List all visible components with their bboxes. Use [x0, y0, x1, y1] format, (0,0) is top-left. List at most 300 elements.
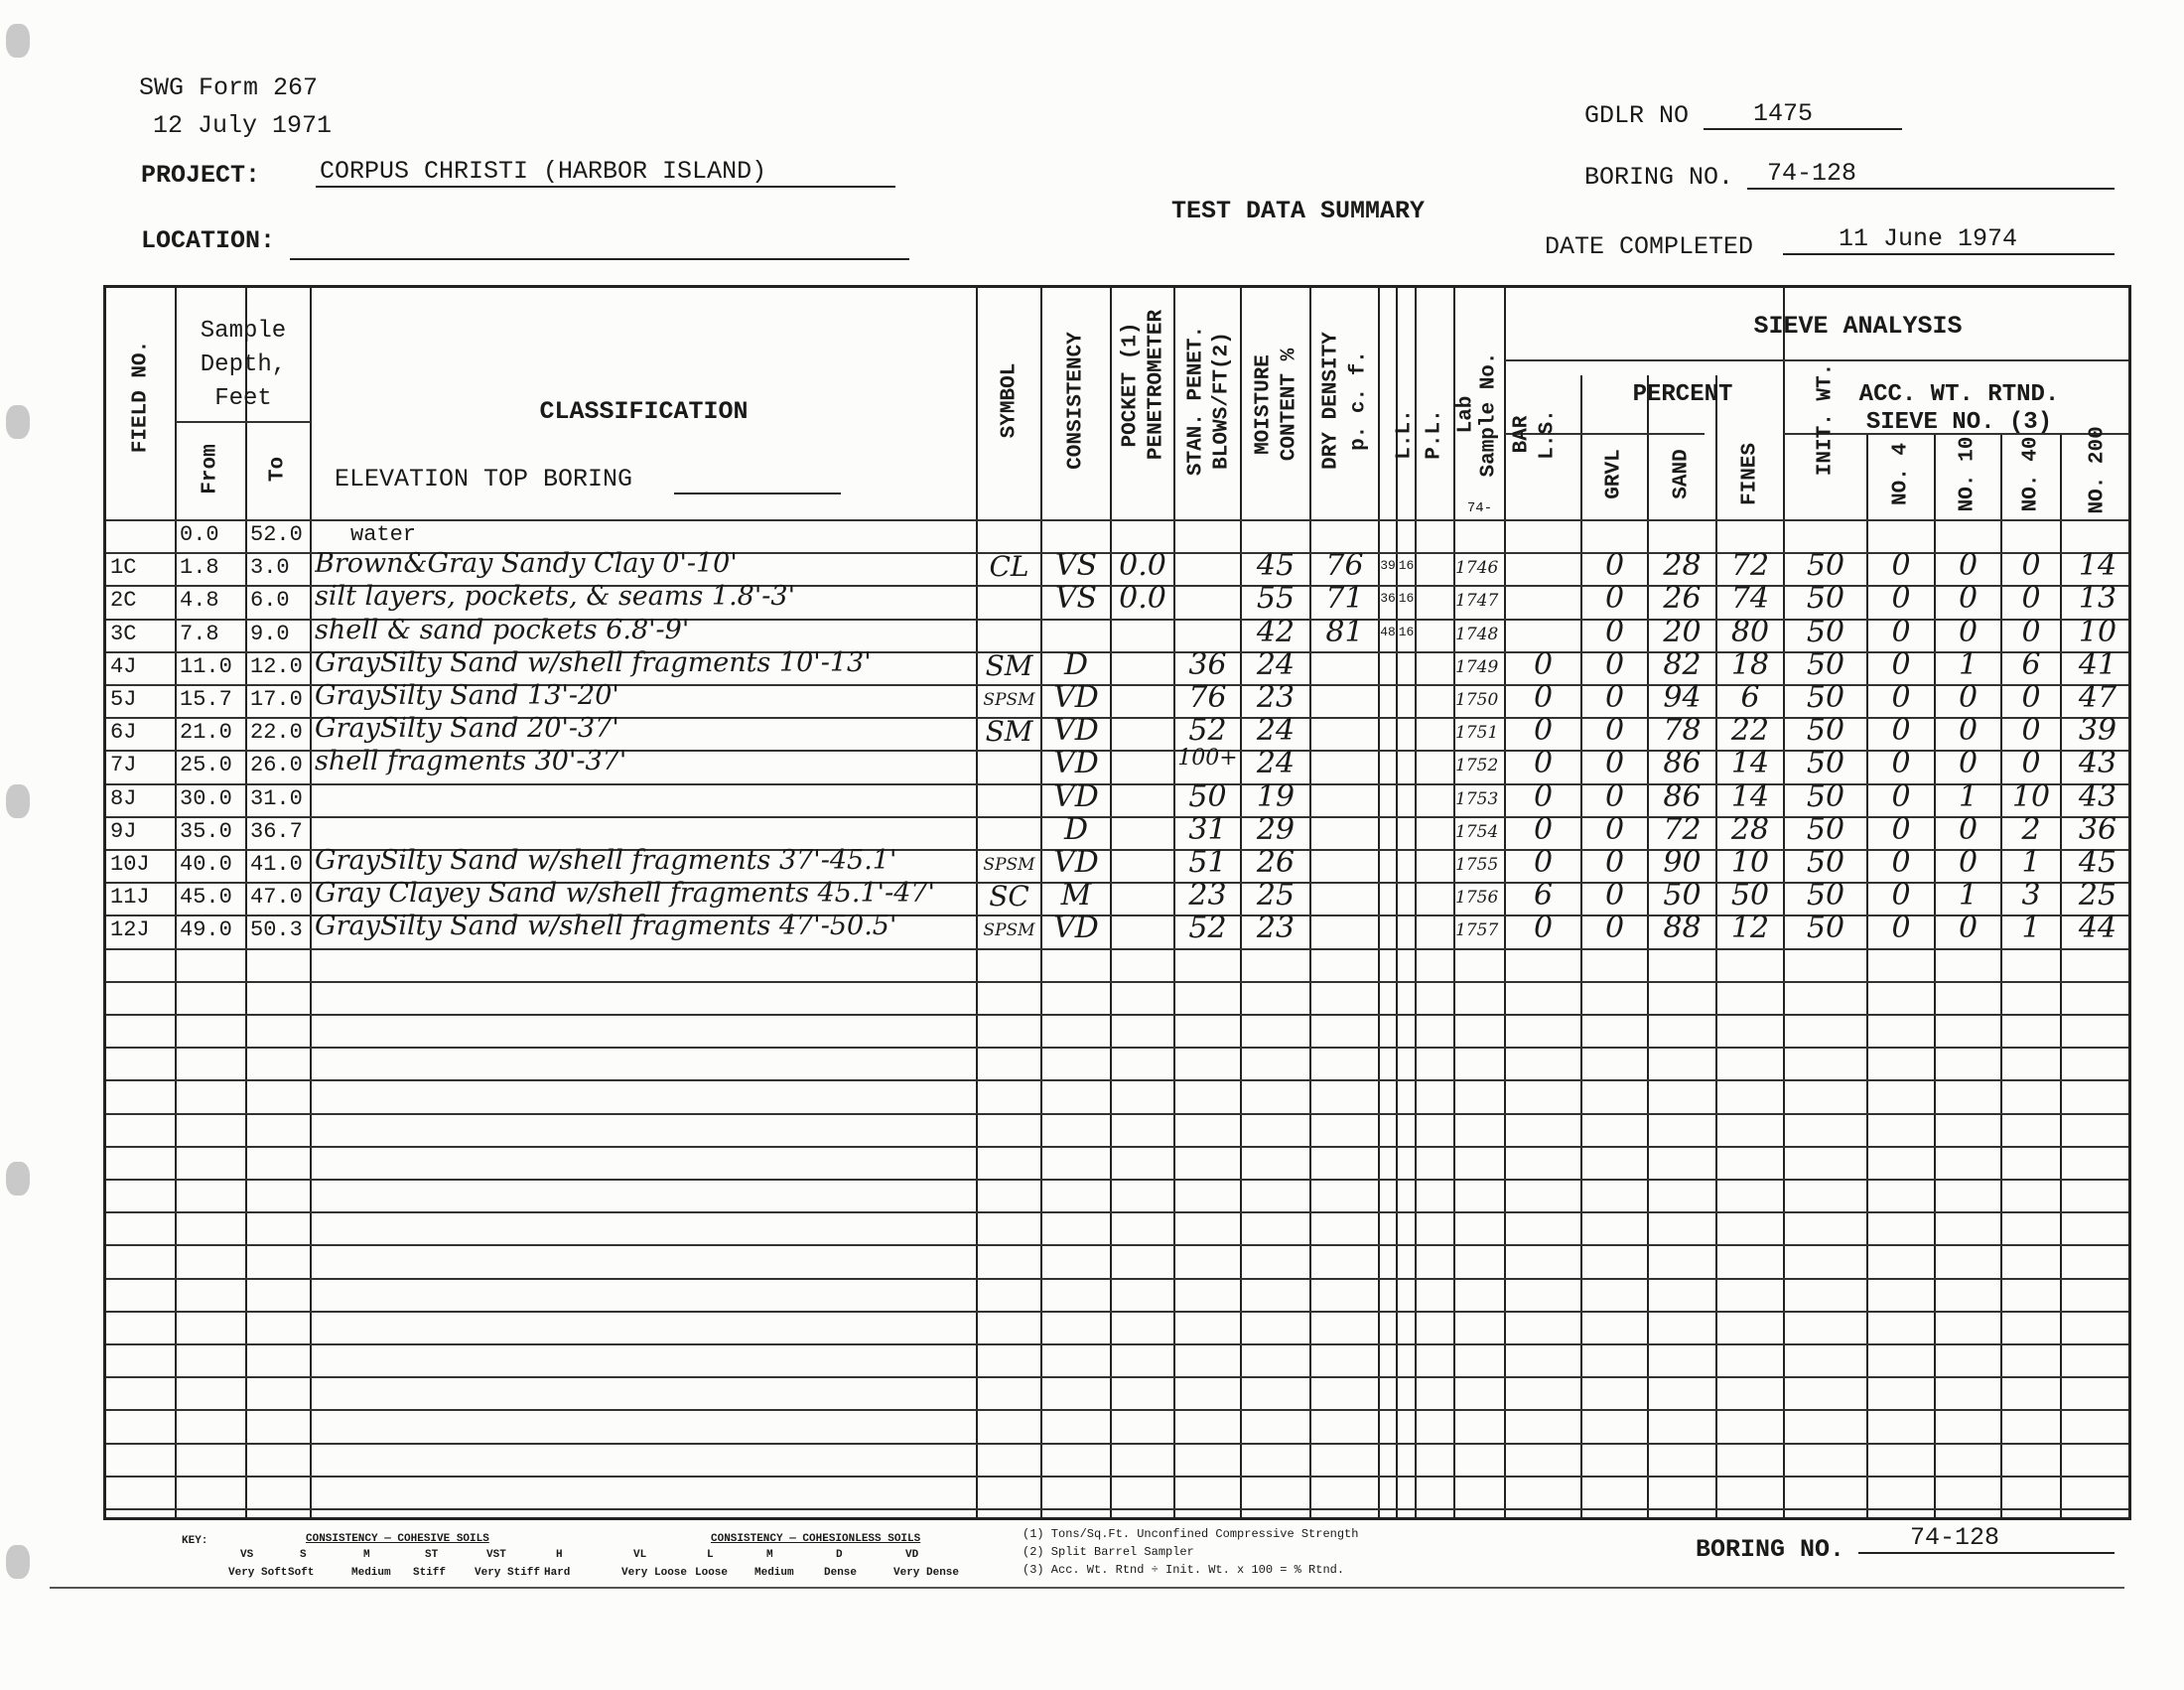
cell-n4: 0 [1891, 680, 1911, 715]
cell-field: 5J [110, 687, 137, 712]
cell-sand: 86 [1663, 778, 1702, 814]
cohesive-title: CONSISTENCY — COHESIVE SOILS [306, 1533, 489, 1545]
row-rule [106, 1508, 2128, 1510]
column-rule [1647, 375, 1649, 1517]
cell-lab: 1755 [1455, 855, 1499, 875]
cell-grvl: 0 [1604, 614, 1625, 649]
cell-sym: SC [989, 880, 1029, 914]
lab-header-1: Lab [1454, 395, 1478, 434]
cell-n200: 45 [2078, 845, 2117, 880]
cell-to: 52.0 [250, 522, 303, 547]
project-label: PROJECT: [141, 161, 261, 190]
cell-n40: 1 [2021, 911, 2041, 946]
cell-from: 21.0 [180, 720, 232, 746]
key-code: M [766, 1549, 773, 1561]
punch-hole [6, 1162, 30, 1196]
cell-sand: 20 [1663, 614, 1702, 649]
row-rule [106, 1443, 2128, 1445]
cell-ll: 36 [1380, 591, 1396, 607]
cell-init: 50 [1806, 878, 1845, 914]
symbol-header: SYMBOL [998, 362, 1022, 439]
row-rule [106, 1014, 2128, 1016]
pocket-header-1: POCKET (1) [1119, 322, 1143, 448]
cell-n40: 2 [2021, 811, 2041, 847]
key-code: D [836, 1549, 843, 1561]
cell-bar: 0 [1533, 911, 1554, 946]
dry-density-header-1: DRY DENSITY [1319, 332, 1343, 470]
row-rule [106, 1476, 2128, 1478]
cell-n4: 0 [1891, 746, 1911, 781]
cell-moist: 24 [1256, 713, 1296, 749]
cell-moist: 23 [1256, 911, 1296, 946]
cell-sand: 82 [1663, 646, 1702, 682]
form-name: SWG Form 267 [139, 73, 319, 102]
key-name: Stiff [413, 1567, 447, 1579]
cell-init: 50 [1806, 680, 1845, 715]
header-bottom-rule [106, 519, 2128, 521]
from-header: From [199, 444, 222, 494]
gdlr-label: GDLR NO [1584, 101, 1690, 130]
cell-from: 7.8 [180, 621, 219, 646]
cell-n40: 0 [2021, 713, 2041, 749]
note-1: (1) Tons/Sq.Ft. Unconfined Compressive Strength [1023, 1527, 1359, 1541]
cell-moist: 45 [1256, 548, 1296, 584]
cell-n10: 1 [1958, 878, 1979, 914]
cell-grvl: 0 [1604, 746, 1625, 781]
key-name: Loose [695, 1567, 729, 1579]
ll-header: L.L. [1393, 409, 1417, 460]
punch-hole [6, 1545, 30, 1579]
cell-n200: 44 [2078, 911, 2117, 946]
cell-pocket: 0.0 [1119, 581, 1166, 617]
cell-lab: 1750 [1455, 690, 1499, 710]
cell-n200: 14 [2078, 548, 2117, 584]
init-wt-header: INIT. WT. [1814, 362, 1838, 477]
note-2: (2) Split Barrel Sampler [1023, 1545, 1194, 1559]
cell-sym: SM [985, 648, 1033, 682]
cell-ll: 39 [1380, 558, 1396, 574]
cell-to: 36.7 [250, 818, 303, 844]
cell-cons: VD [1053, 680, 1099, 715]
project-value: CORPUS CHRISTI (HARBOR ISLAND) [316, 157, 895, 188]
cell-fines: 80 [1730, 614, 1770, 649]
punch-hole [6, 24, 30, 58]
cell-n4: 0 [1891, 614, 1911, 649]
key-code: VST [486, 1549, 506, 1561]
page-title: TEST DATA SUMMARY [1171, 197, 1426, 225]
cell-init: 50 [1806, 646, 1845, 682]
cell-sand: 26 [1663, 581, 1702, 617]
cell-from: 4.8 [180, 588, 219, 614]
cell-sym: SPSM [983, 920, 1035, 941]
cell-n4: 0 [1891, 911, 1911, 946]
cell-pocket: 0.0 [1119, 548, 1166, 584]
row-rule [106, 1376, 2128, 1378]
row-rule [106, 1409, 2128, 1411]
cell-stan: 52 [1188, 911, 1227, 946]
cell-to: 6.0 [250, 588, 290, 614]
cell-bar: 0 [1533, 746, 1554, 781]
cell-sand: 72 [1663, 811, 1702, 847]
cell-grvl: 0 [1604, 778, 1625, 814]
consistency-header: CONSISTENCY [1064, 332, 1088, 470]
cell-cons: D [1063, 811, 1089, 847]
key-name: Very Dense [893, 1567, 960, 1579]
cell-grvl: 0 [1604, 811, 1625, 847]
cell-n10: 0 [1958, 680, 1979, 715]
cell-fines: 14 [1730, 746, 1770, 781]
cell-field: 12J [110, 917, 150, 943]
cell-moist: 42 [1256, 614, 1296, 649]
cell-fines: 22 [1730, 713, 1770, 749]
cell-field: 9J [110, 818, 137, 844]
cell-from: 1.8 [180, 555, 219, 581]
cell-sym: CL [989, 550, 1029, 584]
cell-to: 50.3 [250, 917, 303, 943]
cell-field: 10J [110, 852, 150, 877]
location-label: LOCATION: [141, 226, 276, 255]
form-date: 12 July 1971 [153, 111, 333, 140]
date-completed-label: DATE COMPLETED [1545, 232, 1754, 261]
cell-cls: GraySilty Sand w/shell fragments 47'-50.5' [315, 911, 897, 942]
cell-stan: 51 [1188, 845, 1227, 880]
cell-moist: 23 [1256, 680, 1296, 715]
cell-grvl: 0 [1604, 713, 1625, 749]
cell-n10: 0 [1958, 811, 1979, 847]
cell-cons: VD [1053, 778, 1099, 814]
cell-field: 4J [110, 653, 137, 679]
cell-lab: 1746 [1455, 558, 1499, 579]
cell-bar: 0 [1533, 845, 1554, 880]
pocket-header-2: PENETROMETER [1145, 309, 1168, 461]
key-code: S [300, 1549, 307, 1561]
key-code: M [363, 1549, 370, 1561]
cell-to: 9.0 [250, 621, 290, 646]
sample-depth-line2: Depth, [200, 352, 287, 378]
cell-pl: 16 [1398, 624, 1415, 639]
footer-boring-label: BORING NO. [1696, 1535, 1845, 1564]
punch-hole [6, 784, 30, 818]
cell-field: 7J [110, 753, 137, 778]
cell-grvl: 0 [1604, 845, 1625, 880]
cell-to: 3.0 [250, 555, 290, 581]
cell-fines: 74 [1730, 581, 1770, 617]
cell-init: 50 [1806, 811, 1845, 847]
cell-init: 50 [1806, 845, 1845, 880]
cell-cls: shell & sand pockets 6.8'-9' [315, 614, 690, 645]
cell-grvl: 0 [1604, 646, 1625, 682]
cell-moist: 55 [1256, 581, 1296, 617]
pl-header: P.L. [1423, 409, 1446, 460]
date-completed-value: 11 June 1974 [1783, 224, 2115, 255]
cell-grvl: 0 [1604, 680, 1625, 715]
cell-sand: 86 [1663, 746, 1702, 781]
cell-n40: 0 [2021, 746, 2041, 781]
cell-stan: 31 [1188, 811, 1227, 847]
key-code: VS [240, 1549, 254, 1561]
cell-cons: VD [1053, 746, 1099, 781]
percent-header: PERCENT [1632, 381, 1733, 408]
cell-sand: 94 [1663, 680, 1702, 715]
cell-field: 6J [110, 720, 137, 746]
page-bottom-rule [50, 1587, 2124, 1589]
row-rule [106, 1079, 2128, 1081]
location-field [290, 256, 909, 260]
cell-cls: Gray Clayey Sand w/shell fragments 45.1'-47' [315, 878, 935, 910]
elevation-field [674, 493, 841, 494]
key-name: Very Stiff [475, 1567, 541, 1579]
cell-bar: 0 [1533, 811, 1554, 847]
boring-label: BORING NO. [1584, 163, 1734, 192]
cell-grvl: 0 [1604, 581, 1625, 617]
cell-to: 26.0 [250, 753, 303, 778]
cell-lab: 1757 [1455, 920, 1499, 941]
cell-cons: VS [1054, 581, 1098, 617]
cell-moist: 24 [1256, 746, 1296, 781]
key-name: Medium [351, 1567, 391, 1579]
key-name: Hard [544, 1567, 571, 1579]
cell-init: 50 [1806, 713, 1845, 749]
cohesionless-title: CONSISTENCY — COHESIONLESS SOILS [711, 1533, 921, 1545]
cell-n4: 0 [1891, 646, 1911, 682]
cell-n10: 1 [1958, 646, 1979, 682]
cell-n40: 6 [2021, 646, 2041, 682]
cell-n40: 0 [2021, 581, 2041, 617]
sample-depth-line3: Feet [214, 385, 272, 412]
depth-header-rule [176, 421, 311, 423]
key-name: Medium [754, 1567, 794, 1579]
cell-n4: 0 [1891, 845, 1911, 880]
lab-header-2: Sample No. [1477, 352, 1501, 478]
cell-from: 45.0 [180, 885, 232, 911]
column-rule [310, 288, 312, 1517]
no4-header: NO. 4 [1889, 443, 1913, 506]
cell-cons: VD [1053, 713, 1099, 749]
acc-wt-header-2: SIEVE NO. (3) [1865, 409, 2053, 436]
sample-depth-line1: Sample [200, 318, 287, 345]
cell-lab: 1751 [1455, 723, 1499, 744]
cell-stan: 23 [1188, 878, 1227, 914]
cell-field: 3C [110, 621, 137, 646]
cell-fines: 72 [1730, 548, 1770, 584]
row-rule [106, 948, 2128, 950]
cell-sym: SPSM [983, 690, 1035, 710]
test-data-table [103, 285, 2131, 1520]
elevation-header: ELEVATION TOP BORING [335, 465, 633, 493]
cell-n4: 0 [1891, 713, 1911, 749]
cell-cons: VD [1053, 911, 1099, 946]
cell-sand: 88 [1663, 911, 1702, 946]
cell-from: 40.0 [180, 852, 232, 877]
no200-header: NO. 200 [2086, 426, 2110, 514]
cell-n10: 0 [1958, 713, 1979, 749]
cell-field: 11J [110, 885, 150, 911]
cell-sym: SPSM [983, 855, 1035, 875]
lab-prefix: 74- [1466, 500, 1493, 516]
cell-n4: 0 [1891, 811, 1911, 847]
cell-pl: 16 [1398, 591, 1415, 607]
row-rule [106, 1311, 2128, 1313]
column-rule [1378, 288, 1380, 1517]
cell-n40: 1 [2021, 845, 2041, 880]
cell-moist: 25 [1256, 878, 1296, 914]
row-rule [106, 1146, 2128, 1148]
no40-header: NO. 40 [2019, 436, 2043, 512]
cell-stan: 52 [1188, 713, 1227, 749]
key-name: Very Loose [621, 1567, 688, 1579]
cell-n10: 0 [1958, 614, 1979, 649]
acc-wt-header-1: ACC. WT. RTND. [1858, 381, 2060, 408]
cell-moist: 29 [1256, 811, 1296, 847]
stan-header-2: BLOWS/FT(2) [1210, 332, 1234, 470]
cell-init: 50 [1806, 614, 1845, 649]
cell-n200: 47 [2078, 680, 2117, 715]
boring-value: 74-128 [1747, 159, 2115, 190]
cell-n40: 0 [2021, 614, 2041, 649]
field-no-header: FIELD NO. [129, 340, 153, 454]
cell-n4: 0 [1891, 878, 1911, 914]
gdlr-value: 1475 [1704, 99, 1902, 130]
cell-n10: 1 [1958, 778, 1979, 814]
row-rule [106, 1343, 2128, 1345]
cell-moist: 24 [1256, 646, 1296, 682]
row-rule [106, 1244, 2128, 1246]
cell-n200: 41 [2078, 646, 2117, 682]
cell-to: 41.0 [250, 852, 303, 877]
cell-from: 35.0 [180, 818, 232, 844]
cell-bar: 0 [1533, 680, 1554, 715]
cell-sand: 78 [1663, 713, 1702, 749]
cell-to: 12.0 [250, 653, 303, 679]
no10-header: NO. 10 [1956, 436, 1979, 512]
cell-n10: 0 [1958, 911, 1979, 946]
cell-fines: 28 [1730, 811, 1770, 847]
cell-dry: 81 [1325, 614, 1364, 649]
column-rule [1580, 375, 1582, 1517]
column-rule [1715, 375, 1717, 1517]
key-code: H [556, 1549, 563, 1561]
cell-n4: 0 [1891, 548, 1911, 584]
cell-bar: 0 [1533, 646, 1554, 682]
sand-header: SAND [1670, 449, 1694, 499]
cell-n200: 10 [2078, 614, 2117, 649]
cell-cons: VD [1053, 845, 1099, 880]
cell-bar: 0 [1533, 713, 1554, 749]
cell-n200: 43 [2078, 746, 2117, 781]
row-rule [106, 1113, 2128, 1115]
cell-cls: GraySilty Sand w/shell fragments 10'-13' [315, 646, 872, 678]
cell-init: 50 [1806, 746, 1845, 781]
cell-dry: 71 [1325, 581, 1364, 617]
bar-header-2: L.S. [1536, 409, 1560, 460]
cell-lab: 1747 [1455, 591, 1499, 612]
cell-fines: 50 [1730, 878, 1770, 914]
moisture-header-1: MOISTURE [1252, 354, 1276, 455]
key-code: VL [633, 1549, 647, 1561]
cell-cls: shell fragments 30'-37' [315, 746, 627, 777]
row-rule [106, 1047, 2128, 1049]
cell-to: 31.0 [250, 785, 303, 811]
cell-sand: 28 [1663, 548, 1702, 584]
cell-n40: 10 [2011, 778, 2051, 814]
cell-bar: 0 [1533, 778, 1554, 814]
cell-field: 8J [110, 785, 137, 811]
cell-init: 50 [1806, 911, 1845, 946]
key-name: Dense [824, 1567, 858, 1579]
cell-fines: 18 [1730, 646, 1770, 682]
cell-n40: 0 [2021, 680, 2041, 715]
cell-from: 30.0 [180, 785, 232, 811]
cell-n200: 13 [2078, 581, 2117, 617]
key-name: Soft [288, 1567, 315, 1579]
cell-lab: 1756 [1455, 888, 1499, 909]
cell-cons: VS [1054, 548, 1098, 584]
cell-n40: 0 [2021, 548, 2041, 584]
row-rule [106, 1211, 2128, 1213]
punch-hole [6, 405, 30, 439]
classification-header: CLASSIFICATION [539, 397, 749, 426]
cell-grvl: 0 [1604, 548, 1625, 584]
cell-field: 1C [110, 555, 137, 581]
cell-stan: 100+ [1177, 746, 1238, 772]
cell-stan: 76 [1188, 680, 1227, 715]
key-name: Very Soft [228, 1567, 288, 1579]
cell-cls: GraySilty Sand 20'-37' [315, 713, 619, 745]
footer-boring-value: 74-128 [1858, 1523, 2115, 1554]
to-header: To [266, 456, 290, 483]
cell-n200: 39 [2078, 713, 2117, 749]
cell-n4: 0 [1891, 778, 1911, 814]
cell-sand: 90 [1663, 845, 1702, 880]
cell-cls: silt layers, pockets, & seams 1.8'-3' [315, 581, 795, 613]
fines-header: FINES [1738, 443, 1762, 506]
cell-lab: 1752 [1455, 756, 1499, 776]
cell-sand: 50 [1663, 878, 1702, 914]
stan-header-1: STAN. PENET. [1184, 325, 1208, 477]
cell-fines: 6 [1740, 680, 1760, 715]
key-code: VD [905, 1549, 919, 1561]
sieve-analysis-header: SIEVE ANALYSIS [1753, 312, 1963, 341]
cell-init: 50 [1806, 548, 1845, 584]
cell-from: 49.0 [180, 917, 232, 943]
cell-n4: 0 [1891, 581, 1911, 617]
cell-from: 11.0 [180, 653, 232, 679]
consistency-key [228, 1549, 1013, 1585]
cell-n40: 3 [2021, 878, 2041, 914]
grvl-header: GRVL [1602, 449, 1626, 499]
cell-lab: 1753 [1455, 788, 1499, 809]
cell-grvl: 0 [1604, 878, 1625, 914]
row-rule [106, 1278, 2128, 1280]
cell-moist: 26 [1256, 845, 1296, 880]
cell-init: 50 [1806, 581, 1845, 617]
cell-pl: 16 [1398, 558, 1415, 574]
cell-grvl: 0 [1604, 911, 1625, 946]
key-label: KEY: [182, 1535, 208, 1547]
cell-n200: 43 [2078, 778, 2117, 814]
cell-stan: 50 [1188, 778, 1227, 814]
cell-cls: GraySilty Sand w/shell fragments 37'-45.1' [315, 845, 897, 876]
column-rule [175, 288, 177, 1517]
cell-dry: 76 [1325, 548, 1364, 584]
cell-cls: GraySilty Sand 13'-20' [315, 680, 619, 711]
cell-stan: 36 [1188, 646, 1227, 682]
cell-ll: 48 [1380, 624, 1396, 639]
cell-n10: 0 [1958, 746, 1979, 781]
cell-n10: 0 [1958, 845, 1979, 880]
cell-lab: 1748 [1455, 624, 1499, 644]
cell-from: 25.0 [180, 753, 232, 778]
